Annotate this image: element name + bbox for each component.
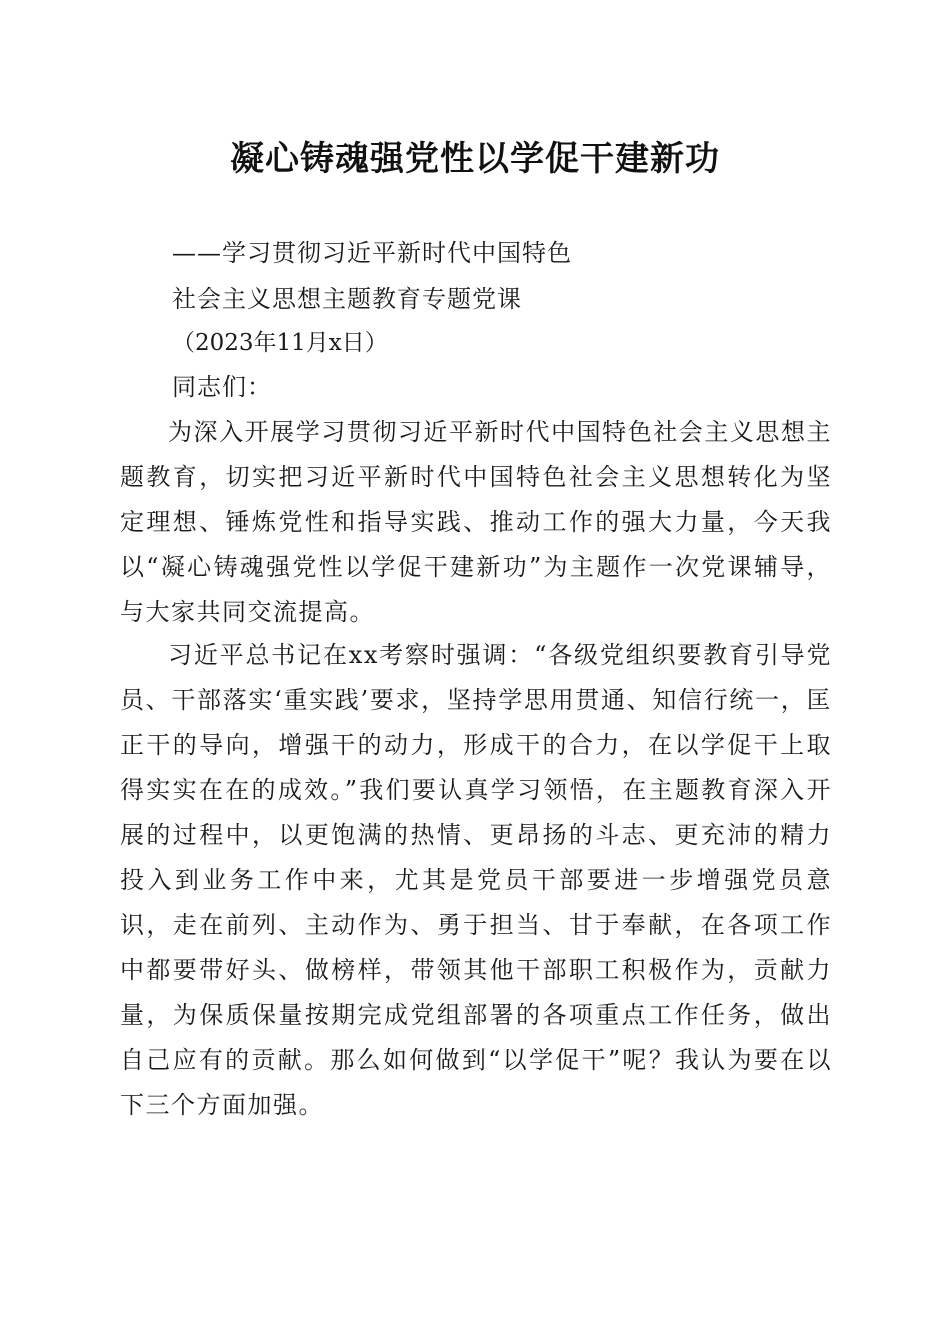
lecture-date: （2023年11月x日） [172,330,388,356]
body-paragraph-1: 为深入开展学习贯彻习近平新时代中国特色社会主义思想主题教育，切实把习近平新时代中国特色社会主义思想转化为坚定理想、锤炼党性和指导实践、推动工作的强大力量，今天我以“凝心铸魂强党性以学促干建新功”为主题作一次党课辅导，与大家共同交流提高。 [120,418,832,626]
greeting: 同志们： [172,373,272,401]
subtitle-line-1: ——学习贯彻习近平新时代中国特色 [172,239,572,267]
body-paragraph-2: 习近平总书记在xx考察时强调：“各级党组织要教育引导党员、干部落实‘重实践’要求，坚持学思用贯通、知信行统一，匡正干的导向，增强干的动力，形成干的合力，在以学促干上取得实实在在的成效。”我们要认真学习领悟，在主题教育深入开展的过程中，以更饱满的热情、更昂扬的斗志、更充沛的精力投入到业务工作中来，尤其是党员干部要进一步增强党员意识，走在前列、主动作为、勇于担当、甘于奉献，在各项工作中都要带好头、做榜样，带领其他干部职工积极作为，贡献力量，为保质保量按期完成党组部署的各项重点工作任务，做出自己应有的贡献。那么如何做到“以学促干”呢？我认为要在以下三个方面加强。 [120,641,832,1119]
document-title: 凝心铸魂强党性以学促干建新功 [230,139,720,179]
subtitle-line-2: 社会主义思想主题教育专题党课 [172,285,522,313]
